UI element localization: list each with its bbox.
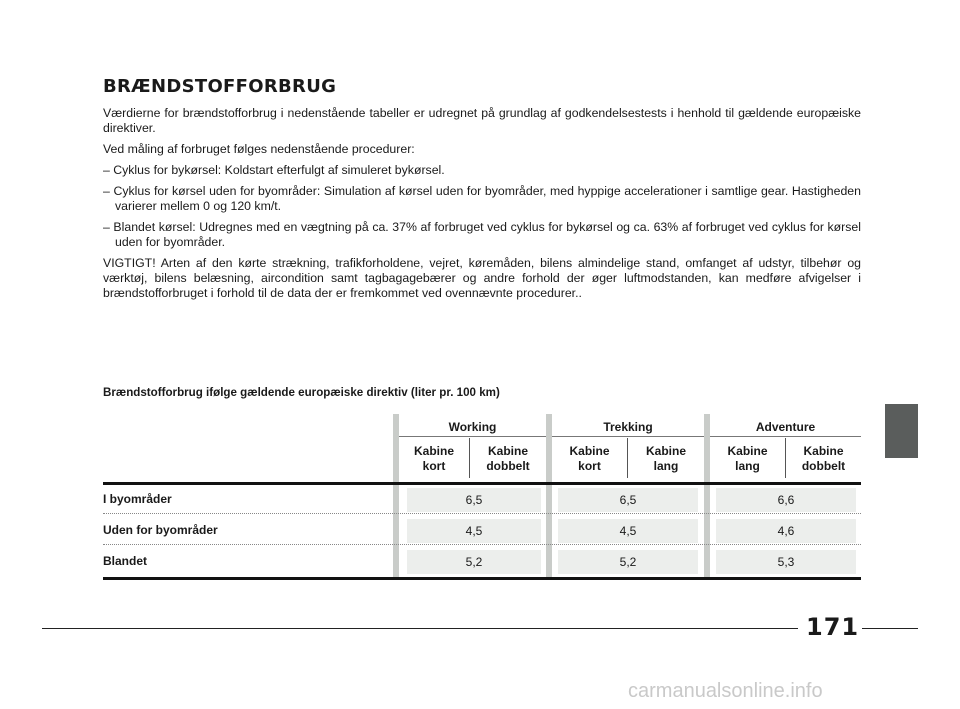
subheader: Kabine kort <box>569 444 610 473</box>
header-rule <box>103 482 861 485</box>
group-underline <box>399 436 546 437</box>
footer-rule-left <box>42 628 798 629</box>
group-header-working: Working <box>448 420 497 434</box>
row-label: Blandet <box>103 554 148 568</box>
group-header-adventure: Adventure <box>755 420 816 434</box>
subheader: Kabine lang <box>645 444 686 473</box>
table-cell: 4,6 <box>716 519 856 543</box>
row-divider <box>103 513 861 515</box>
table-cell: 6,6 <box>716 488 856 512</box>
table-cell: 6,5 <box>407 488 541 512</box>
subheader: Kabine dobbelt <box>801 444 846 473</box>
table-title: Brændstofforbrug ifølge gældende europæiske direktiv (liter pr. 100 km) <box>103 386 500 399</box>
table-cell: 4,5 <box>558 519 698 543</box>
column-separator <box>393 414 399 580</box>
column-separator <box>704 414 710 580</box>
main-text <box>103 76 861 307</box>
column-separator <box>546 414 552 580</box>
subheader: Kabine kort <box>413 444 454 473</box>
consumption-table <box>103 414 861 580</box>
chapter-tab <box>885 404 918 458</box>
list-item: – Cyklus for kørsel uden for byområder: Simulation af kørsel uden for byområder, med hyppige accelerationer i samtlige gear. Hastigheden varierer mellem 0 og 120 km/t. <box>103 184 861 213</box>
row-label: Uden for byområder <box>103 523 218 537</box>
page-number: 171 <box>806 613 860 641</box>
bottom-rule <box>103 577 861 580</box>
intro-paragraph: Værdierne for brændstofforbrug i nedenstående tabeller er udregnet på grundlag af godkendelsestests i henhold til gældende europæiske direktiver. <box>103 106 861 135</box>
warning-paragraph: VIGTIGT! Arten af den kørte strækning, trafikforholdene, vejret, køremåden, bilens almindelige stand, omfanget af udstyr, tilbehør og værktøj, bilens belæsning, aircondition samt tagbagagebærer og andre forhold der øger luftmodstanden, kan medføre afvigelser i brændstofforbruget i forhold til de data der er fremkommet ved ovennævnte procedurer.. <box>103 256 861 300</box>
footer-rule-right <box>862 628 918 629</box>
row-label: I byområder <box>103 492 172 506</box>
page-heading: BRÆNDSTOFFORBRUG <box>103 76 337 97</box>
table-cell: 6,5 <box>558 488 698 512</box>
watermark: carmanualsonline.info <box>628 680 823 702</box>
group-header-trekking: Trekking <box>603 420 653 434</box>
list-item: – Blandet kørsel: Udregnes med en vægtning på ca. 37% af forbruget ved cyklus for bykørsel og ca. 63% af forbruget ved cyklus for kørsel uden for byområder. <box>103 220 861 249</box>
table-cell: 4,5 <box>407 519 541 543</box>
row-divider <box>103 544 861 546</box>
table-cell: 5,2 <box>407 550 541 574</box>
subheader: Kabine lang <box>727 444 768 473</box>
table-cell: 5,2 <box>558 550 698 574</box>
procedure-paragraph: Ved måling af forbruget følges nedenstående procedurer: <box>103 142 415 156</box>
subheader: Kabine dobbelt <box>486 444 530 473</box>
list-item: – Cyklus for bykørsel: Koldstart efterfulgt af simuleret bykørsel. <box>103 163 445 177</box>
group-underline <box>552 436 704 437</box>
table-cell: 5,3 <box>716 550 856 574</box>
group-underline <box>710 436 861 437</box>
